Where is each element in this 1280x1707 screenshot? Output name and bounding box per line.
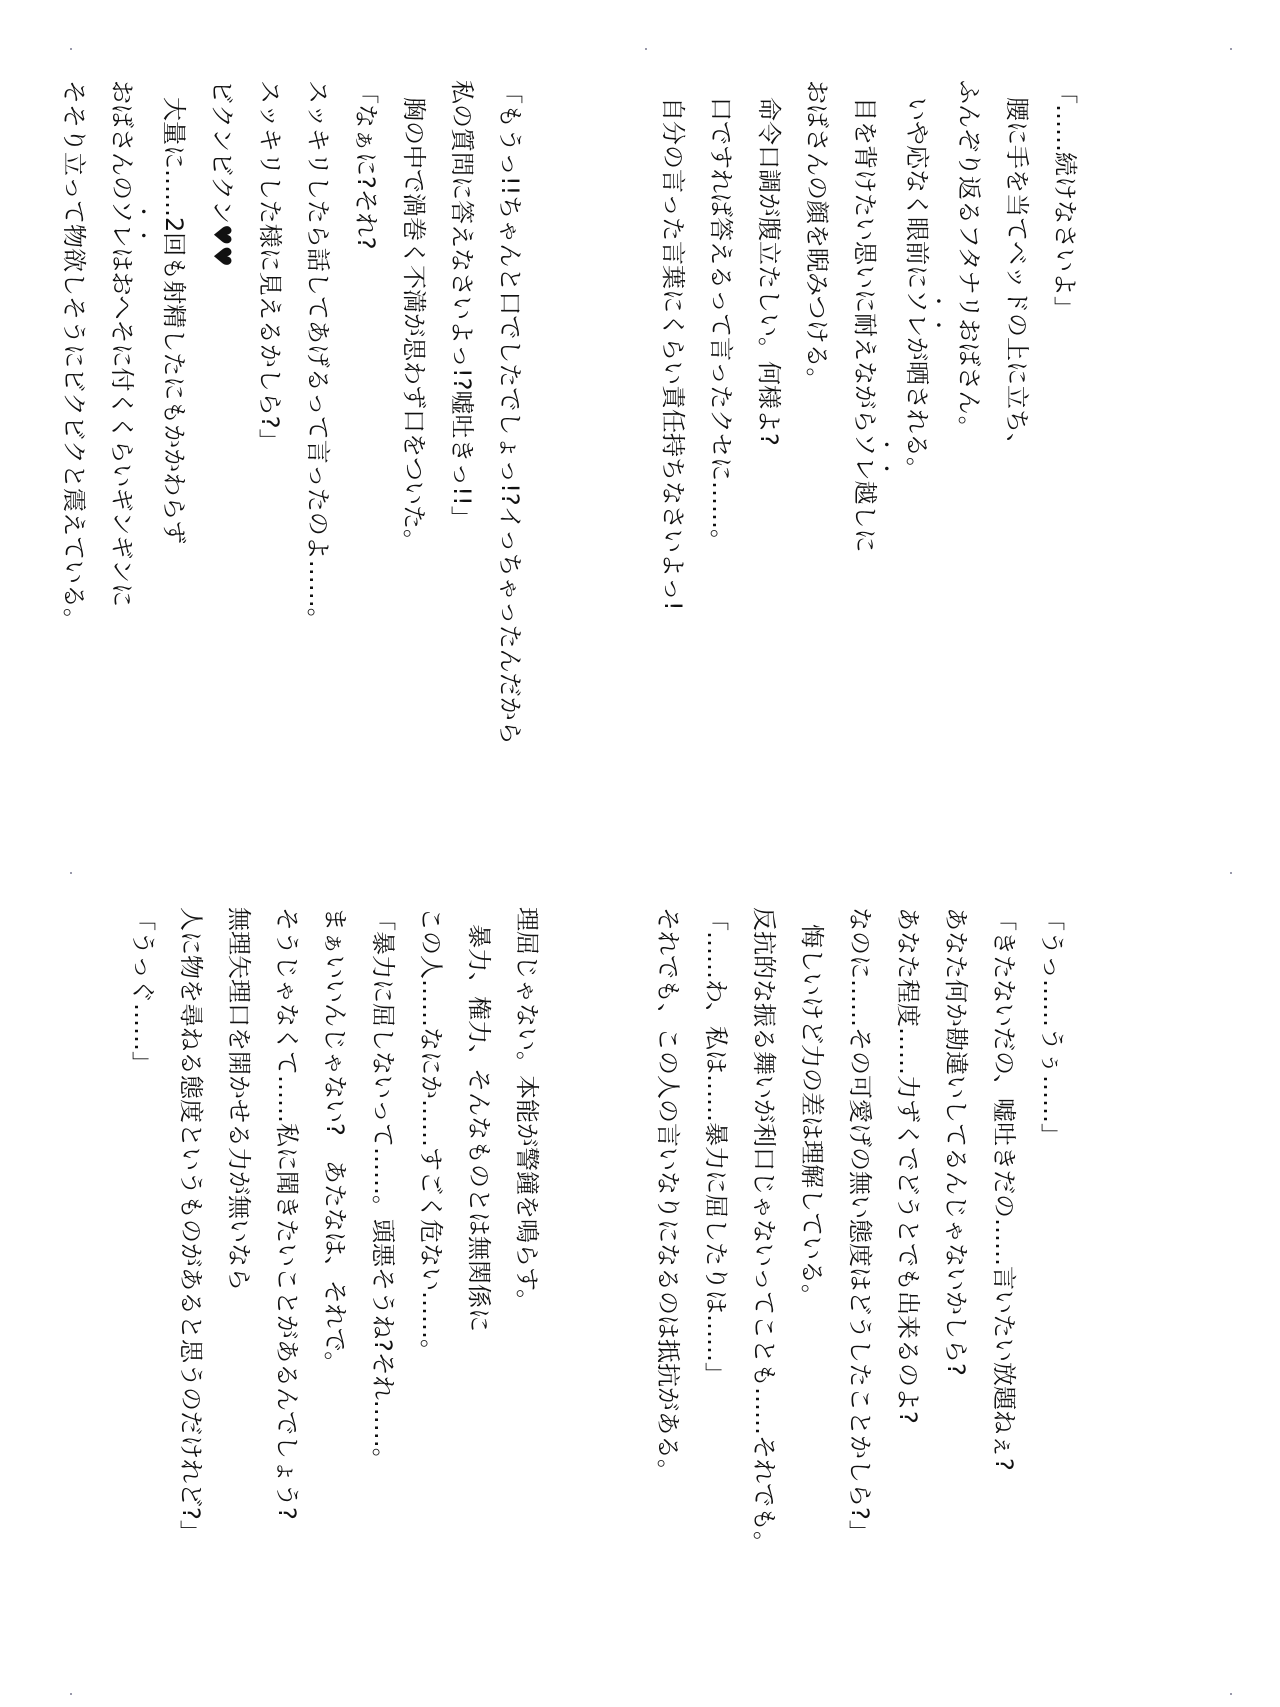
text-block-bottom-left <box>119 907 551 1544</box>
text-line <box>841 80 893 611</box>
text-segment: 人に物を尋ねる態度というものがあると思うのだけれど?」 <box>177 907 205 1544</box>
text-segment: 悔しいけど力の差は理解している。 <box>798 924 826 1308</box>
text-segment: いや応なく眼前に <box>903 97 931 289</box>
text-line <box>644 907 692 1555</box>
text-line <box>893 80 945 611</box>
text-segment: スッキリしたら話してあげるって言ったのよ……。 <box>304 80 332 632</box>
text-block-top-right <box>649 80 1089 611</box>
text-segment: 目を背けたい思いに耐えながら <box>851 97 879 433</box>
text-segment: 暴力、権力、そんなものとは無関係に <box>465 924 493 1332</box>
text-segment: はおへそに付くくらいギンギンに <box>108 247 136 608</box>
text-line <box>342 80 390 745</box>
text-line <box>359 907 407 1544</box>
text-segment: 腰に手を当てベッドの上に立ち、 <box>1003 97 1031 457</box>
emphasized-text: ソレ <box>108 199 136 248</box>
text-block-top-left <box>50 80 534 745</box>
text-segment: この人……なにか……すごく危ない……。 <box>417 907 445 1363</box>
text-segment: 越しに <box>851 480 879 553</box>
text-segment: ふんぞり返るフタナリおばさん。 <box>955 80 983 440</box>
text-line <box>836 907 884 1555</box>
text-line <box>649 80 697 611</box>
text-line <box>294 80 342 745</box>
crop-mark <box>1230 1693 1232 1695</box>
text-line <box>945 80 993 611</box>
text-line <box>1041 80 1089 611</box>
text-segment: 「きたないだの、嘘吐きだの……言いたい放題ねぇ? <box>990 907 1018 1471</box>
text-line <box>993 80 1041 611</box>
text-line <box>455 907 503 1544</box>
text-line <box>503 907 551 1544</box>
text-line <box>198 80 246 745</box>
text-line <box>407 907 455 1544</box>
text-line <box>50 80 98 745</box>
text-segment: 「なぁに?それ? <box>352 80 380 250</box>
text-segment: あなた程度……力ずくでどうとでも出来るのよ? <box>894 907 922 1424</box>
crop-mark <box>70 48 72 50</box>
text-line <box>697 80 745 611</box>
text-segment: 「うっ……うぅ……」 <box>1038 907 1066 1147</box>
text-segment: 命令口調が腹立たしい。何様よ? <box>755 97 783 446</box>
text-segment: 胸の中で渦巻く不満が思わず口をついた。 <box>400 97 428 553</box>
emphasized-text: ソレ <box>851 432 879 481</box>
text-segment: 私の質問に答えなさいよっ!?嘘吐きっ!!」 <box>448 80 476 530</box>
text-segment: まぁいいんじゃない? あたなは、それで。 <box>321 907 349 1376</box>
crop-mark <box>70 872 72 874</box>
text-line <box>745 80 793 611</box>
text-line <box>788 907 836 1555</box>
text-line <box>884 907 932 1555</box>
emphasized-text: ソレ <box>903 289 931 337</box>
text-segment: 「もうっ!!ちゃんと口でしたでしょっ!?イっちゃったんだから <box>496 80 524 745</box>
text-line <box>486 80 534 745</box>
text-segment: おばさんの <box>108 80 136 200</box>
text-segment: なのに……その可愛げの無い態度はどうしたことかしら?」 <box>846 907 874 1544</box>
text-line <box>793 80 841 611</box>
text-line <box>932 907 980 1555</box>
text-line <box>150 80 198 745</box>
text-segment: そうじゃなくて……私に聞きたいことがあるんでしょう? <box>273 907 301 1520</box>
text-segment: が晒される。 <box>903 337 931 481</box>
crop-mark <box>70 1693 72 1695</box>
text-segment: 「うっぐ……」 <box>129 907 157 1075</box>
text-line <box>692 907 740 1555</box>
crop-mark <box>1230 872 1232 874</box>
text-line <box>263 907 311 1544</box>
text-segment: 無理矢理口を開かせる力が無いなら <box>225 907 253 1291</box>
text-segment: そそり立って物欲しそうにビクビクと震えている。 <box>60 80 88 632</box>
crop-mark <box>645 48 647 50</box>
text-segment: 「……続けなさいよ」 <box>1051 80 1079 320</box>
text-segment: おばさんの顔を睨みつける。 <box>803 80 831 392</box>
text-line <box>390 80 438 745</box>
text-line <box>740 907 788 1555</box>
text-segment: ビクンビクン♥♥ <box>208 80 236 268</box>
text-segment: それでも、この人の言いなりになるのは抵抗がある。 <box>654 907 682 1483</box>
text-line <box>438 80 486 745</box>
text-segment: 「暴力に屈しないって……。頭悪そうね?それ……。 <box>369 907 397 1472</box>
text-segment: あなた何か勘違いしてるんじゃないかしら? <box>942 907 970 1376</box>
text-line <box>980 907 1028 1555</box>
text-segment: 「……わ、私は……暴力に屈したりは……」 <box>702 907 730 1387</box>
text-line <box>1028 907 1076 1555</box>
text-line <box>167 907 215 1544</box>
crop-mark <box>1230 48 1232 50</box>
text-segment: 反抗的な振る舞いが利口じゃないってことも……それでも。 <box>750 907 778 1555</box>
text-segment: 大量に……2回も射精したにもかかわらず <box>160 97 188 545</box>
text-line <box>119 907 167 1544</box>
text-segment: 自分の言った言葉にくらい責任持ちなさいよっ! <box>659 97 687 611</box>
text-segment: スッキリした様に見えるかしら?」 <box>256 80 284 453</box>
text-segment: 理屈じゃない。本能が警鐘を鳴らす。 <box>513 907 541 1314</box>
text-block-bottom-right <box>644 907 1076 1555</box>
text-line <box>246 80 294 745</box>
text-line <box>311 907 359 1544</box>
text-segment: 口ですれば答えるって言ったクセに……。 <box>707 97 735 553</box>
text-line <box>215 907 263 1544</box>
text-line <box>98 80 150 745</box>
